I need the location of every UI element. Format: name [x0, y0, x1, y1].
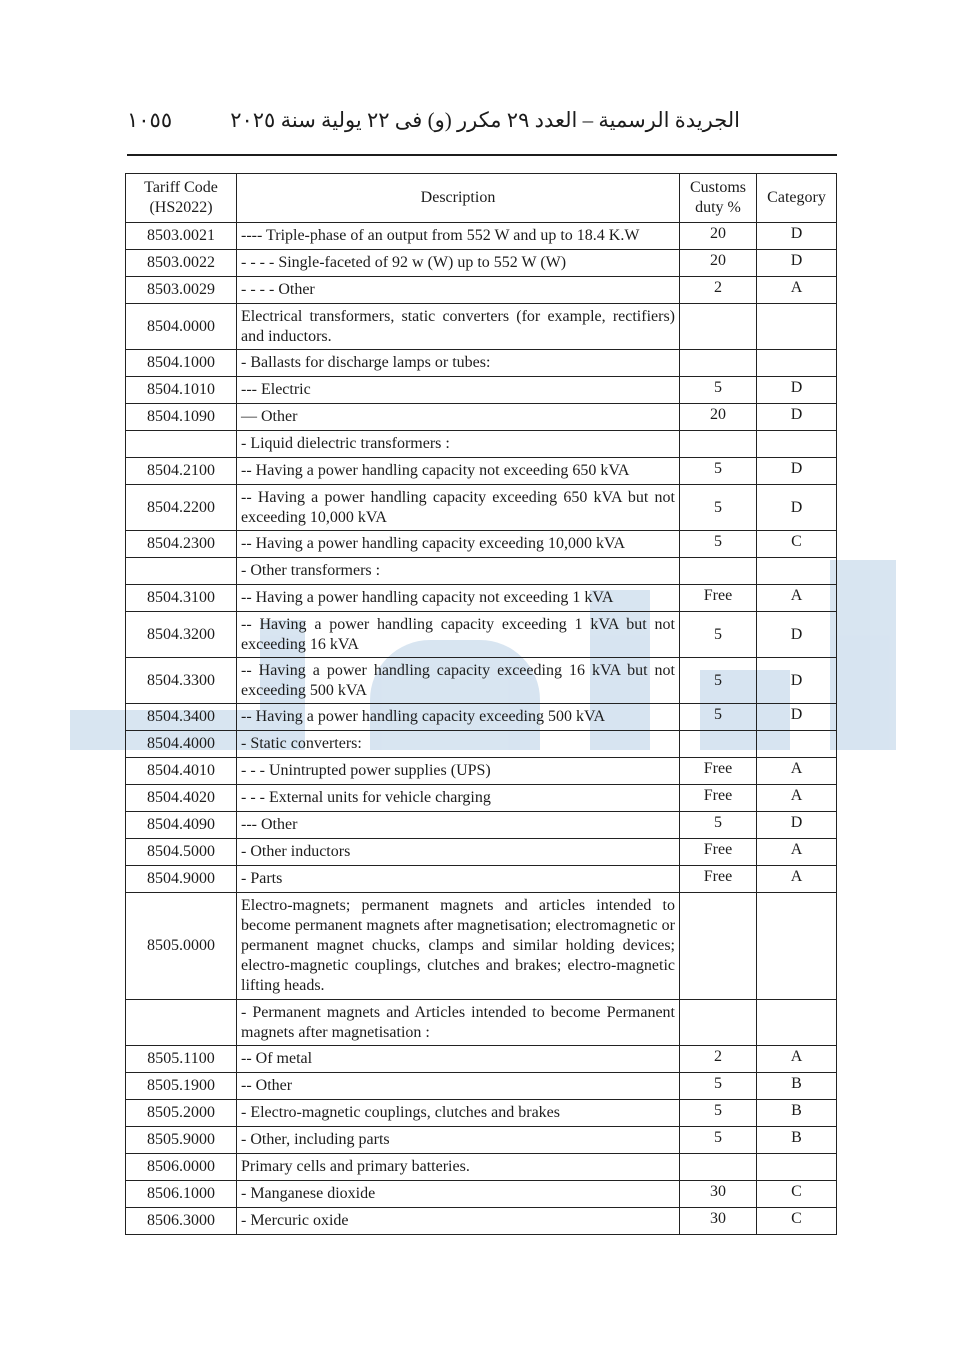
tariff-code-cell: 8504.4010	[126, 758, 237, 785]
duty-cell: Free	[680, 839, 757, 866]
category-cell: D	[757, 485, 837, 531]
tariff-code-cell: 8505.1900	[126, 1073, 237, 1100]
tariff-code-cell: 8505.1100	[126, 1046, 237, 1073]
table-body	[126, 223, 837, 1235]
description-cell: Primary cells and primary batteries.	[237, 1154, 680, 1181]
duty-cell: 5	[680, 458, 757, 485]
table-header-row	[126, 174, 837, 223]
category-cell: D	[757, 812, 837, 839]
description-cell: -- Having a power handling capacity not exceeding 650 kVA	[237, 458, 680, 485]
table-row	[126, 377, 837, 404]
table-row	[126, 558, 837, 585]
description-cell: --- Electric	[237, 377, 680, 404]
tariff-code-cell: 8505.2000	[126, 1100, 237, 1127]
category-cell: D	[757, 404, 837, 431]
tariff-code-cell	[126, 431, 237, 458]
page-number: ١٠٥٥	[127, 108, 173, 132]
table-row	[126, 612, 837, 658]
table-row	[126, 1100, 837, 1127]
description-cell: - Liquid dielectric transformers :	[237, 431, 680, 458]
table-row	[126, 758, 837, 785]
category-cell: D	[757, 658, 837, 704]
category-cell: D	[757, 612, 837, 658]
description-cell: --- Other	[237, 812, 680, 839]
category-cell: D	[757, 223, 837, 250]
duty-cell	[680, 1154, 757, 1181]
duty-cell: 5	[680, 704, 757, 731]
duty-cell: Free	[680, 585, 757, 612]
tariff-code-cell: 8504.0000	[126, 304, 237, 350]
table-row	[126, 1000, 837, 1046]
duty-cell: 5	[680, 485, 757, 531]
description-cell: - Other, including parts	[237, 1127, 680, 1154]
tariff-code-cell: 8504.3300	[126, 658, 237, 704]
category-cell: A	[757, 839, 837, 866]
duty-cell: 5	[680, 1127, 757, 1154]
description-cell: -- Having a power handling capacity not exceeding 1 kVA	[237, 585, 680, 612]
tariff-code-cell: 8505.9000	[126, 1127, 237, 1154]
table-row	[126, 458, 837, 485]
description-cell: -- Of metal	[237, 1046, 680, 1073]
tariff-code-cell: 8504.2200	[126, 485, 237, 531]
table-row	[126, 1046, 837, 1073]
tariff-code-cell: 8506.0000	[126, 1154, 237, 1181]
table-row	[126, 404, 837, 431]
table-row	[126, 839, 837, 866]
duty-cell	[680, 431, 757, 458]
tariff-code-cell: 8504.3200	[126, 612, 237, 658]
category-cell: A	[757, 785, 837, 812]
tariff-code-cell: 8503.0022	[126, 250, 237, 277]
description-cell: -- Having a power handling capacity exceeding 650 kVA but not exceeding 10,000 kVA	[237, 485, 680, 531]
tariff-code-cell: 8504.4020	[126, 785, 237, 812]
tariff-code-cell: 8503.0021	[126, 223, 237, 250]
description-cell: - Other transformers :	[237, 558, 680, 585]
category-cell: B	[757, 1073, 837, 1100]
tariff-code-cell: 8504.3100	[126, 585, 237, 612]
description-cell: - Static converters:	[237, 731, 680, 758]
tariff-code-cell: 8504.1090	[126, 404, 237, 431]
tariff-code-cell: 8506.1000	[126, 1181, 237, 1208]
table-row	[126, 812, 837, 839]
tariff-code-cell: 8504.3400	[126, 704, 237, 731]
duty-cell: 5	[680, 812, 757, 839]
table-row	[126, 585, 837, 612]
table-row	[126, 1073, 837, 1100]
description-cell: - - - Unintrupted power supplies (UPS)	[237, 758, 680, 785]
duty-cell	[680, 893, 757, 1000]
table-row	[126, 350, 837, 377]
duty-cell: 5	[680, 1100, 757, 1127]
duty-cell: Free	[680, 785, 757, 812]
tariff-code-cell: 8506.3000	[126, 1208, 237, 1235]
category-cell	[757, 1154, 837, 1181]
table-row	[126, 658, 837, 704]
description-cell: - Other inductors	[237, 839, 680, 866]
table-row	[126, 866, 837, 893]
tariff-code-cell: 8504.1010	[126, 377, 237, 404]
description-cell: -- Having a power handling capacity exceeding 16 kVA but not exceeding 500 kVA	[237, 658, 680, 704]
table-row	[126, 277, 837, 304]
category-cell: A	[757, 277, 837, 304]
table-row	[126, 531, 837, 558]
col-header-tariff-code: Tariff Code (HS2022)	[126, 174, 237, 223]
duty-cell	[680, 304, 757, 350]
table-row	[126, 1181, 837, 1208]
category-cell	[757, 893, 837, 1000]
table-row	[126, 731, 837, 758]
gazette-header-title: الجريدة الرسمية – العدد ٢٩ مكرر (و) فى ٢٢ يولية سنة ٢٠٢٥	[230, 108, 740, 132]
col-header-description: Description	[237, 174, 680, 223]
table-row	[126, 485, 837, 531]
table-row	[126, 785, 837, 812]
description-cell: - - - - Single-faceted of 92 w (W) up to 552 W (W)	[237, 250, 680, 277]
duty-cell: 20	[680, 223, 757, 250]
header-divider	[127, 154, 837, 156]
duty-cell: 2	[680, 277, 757, 304]
description-cell: - Electro-magnetic couplings, clutches and brakes	[237, 1100, 680, 1127]
table-row	[126, 250, 837, 277]
tariff-code-cell: 8504.5000	[126, 839, 237, 866]
tariff-code-cell	[126, 1000, 237, 1046]
duty-cell: 30	[680, 1208, 757, 1235]
description-cell: Electro-magnets; permanent magnets and articles intended to become permanent magnets after magnetisation; electromagnetic or permanent magnet chucks, clamps and similar holding devices; electro-magnetic couplings, clutches and brakes; electro-magnetic lifting heads.	[237, 893, 680, 1000]
duty-cell: 5	[680, 1073, 757, 1100]
duty-cell: 2	[680, 1046, 757, 1073]
category-cell: D	[757, 250, 837, 277]
category-cell: C	[757, 1208, 837, 1235]
duty-cell: 5	[680, 377, 757, 404]
category-cell	[757, 304, 837, 350]
table-row	[126, 431, 837, 458]
table-row	[126, 223, 837, 250]
tariff-code-cell: 8504.4000	[126, 731, 237, 758]
table-row	[126, 893, 837, 1000]
description-cell: -- Other	[237, 1073, 680, 1100]
category-cell: A	[757, 585, 837, 612]
duty-cell	[680, 731, 757, 758]
category-cell: A	[757, 1046, 837, 1073]
table-row	[126, 704, 837, 731]
duty-cell: Free	[680, 758, 757, 785]
description-cell: -- Having a power handling capacity exceeding 1 kVA but not exceeding 16 kVA	[237, 612, 680, 658]
duty-cell: 20	[680, 250, 757, 277]
description-cell: - Mercuric oxide	[237, 1208, 680, 1235]
description-cell: - Ballasts for discharge lamps or tubes:	[237, 350, 680, 377]
duty-cell: 20	[680, 404, 757, 431]
tariff-code-cell: 8505.0000	[126, 893, 237, 1000]
category-cell	[757, 1000, 837, 1046]
tariff-code-cell: 8504.9000	[126, 866, 237, 893]
category-cell	[757, 431, 837, 458]
table-row	[126, 1127, 837, 1154]
tariff-code-cell: 8503.0029	[126, 277, 237, 304]
description-cell: - Permanent magnets and Articles intended to become Permanent magnets after magnetisation :	[237, 1000, 680, 1046]
tariff-code-cell: 8504.2100	[126, 458, 237, 485]
duty-cell: 5	[680, 612, 757, 658]
duty-cell	[680, 558, 757, 585]
tariff-code-cell: 8504.4090	[126, 812, 237, 839]
col-header-customs-duty: Customs duty %	[680, 174, 757, 223]
category-cell: D	[757, 458, 837, 485]
description-cell: -- Having a power handling capacity exceeding 500 kVA	[237, 704, 680, 731]
category-cell: C	[757, 1181, 837, 1208]
category-cell	[757, 731, 837, 758]
description-cell: Electrical transformers, static converters (for example, rectifiers) and inductors.	[237, 304, 680, 350]
description-cell: — Other	[237, 404, 680, 431]
description-cell: ---- Triple-phase of an output from 552 W and up to 18.4 K.W	[237, 223, 680, 250]
category-cell: B	[757, 1127, 837, 1154]
tariff-code-cell: 8504.1000	[126, 350, 237, 377]
category-cell: C	[757, 531, 837, 558]
table-row	[126, 1208, 837, 1235]
category-cell: D	[757, 704, 837, 731]
description-cell: - Manganese dioxide	[237, 1181, 680, 1208]
duty-cell: Free	[680, 866, 757, 893]
category-cell: B	[757, 1100, 837, 1127]
duty-cell	[680, 350, 757, 377]
col-header-category: Category	[757, 174, 837, 223]
duty-cell: 5	[680, 531, 757, 558]
page-header	[127, 104, 836, 142]
tariff-table	[125, 173, 837, 1235]
table-row	[126, 1154, 837, 1181]
description-cell: - - - - Other	[237, 277, 680, 304]
tariff-code-cell	[126, 558, 237, 585]
duty-cell: 5	[680, 658, 757, 704]
duty-cell	[680, 1000, 757, 1046]
description-cell: -- Having a power handling capacity exceeding 10,000 kVA	[237, 531, 680, 558]
duty-cell: 30	[680, 1181, 757, 1208]
description-cell: - Parts	[237, 866, 680, 893]
table-row	[126, 304, 837, 350]
category-cell	[757, 558, 837, 585]
description-cell: - - - External units for vehicle charging	[237, 785, 680, 812]
tariff-code-cell: 8504.2300	[126, 531, 237, 558]
category-cell: A	[757, 866, 837, 893]
category-cell: A	[757, 758, 837, 785]
category-cell	[757, 350, 837, 377]
category-cell: D	[757, 377, 837, 404]
